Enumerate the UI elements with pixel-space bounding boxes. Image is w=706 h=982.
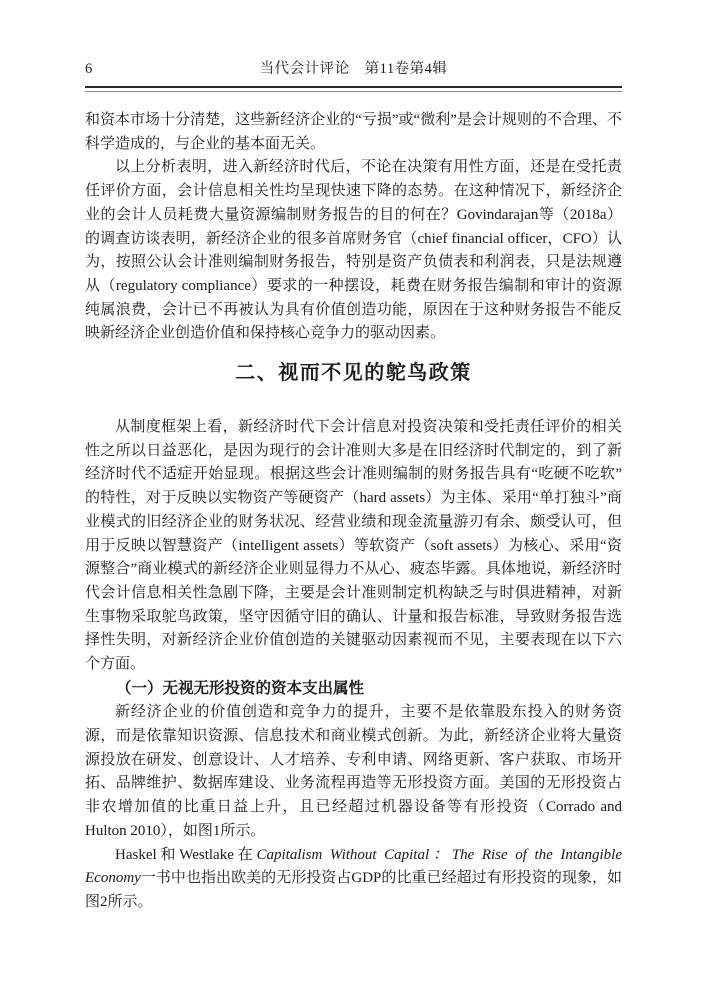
page-header <box>85 58 622 80</box>
paragraph-continuation: 和资本市场十分清楚，这些新经济企业的“亏损”或“微利”是会计规则的不合理、不科学造成的，与企业的基本面无关。 <box>85 112 622 152</box>
journal-header-title: 当代会计评论 第11卷第4辑 <box>259 61 448 77</box>
book-reference-prefix: Haskel和Westlake在 <box>115 846 257 863</box>
book-title: Capitalism Without Capital：The Rise of the Intangible Economy <box>85 846 622 887</box>
paragraph-analysis: 以上分析表明，进入新经济时代后，不论在决策有用性方面，还是在受托责任评价方面，会计信息相关性均呈现快速下降的态势。在这种情况下，新经济企业的会计人员耗费大量资源编制财务报告的目的何在？Govindarajan等（2018a）的调查访谈表明，新经济企业的很多首席财务官（chief financial officer，CFO）认为，按照公认会计准则编制财务报告，特别是资产负债表和利润表，只是法规遵从（regulatory compliance）要求的一种摆设，耗费在财务报告编制和审计的资源纯属浪费，会计已不再被认为具有价值创造功能，原因在于这种财务报告不能反映新经济企业创造价值和保持核心竞争力的驱动因素。 <box>85 159 622 342</box>
page-number: 6 <box>85 61 93 77</box>
paragraph-haskel-intro <box>85 701 622 843</box>
header-double-rule <box>85 86 622 92</box>
page-body <box>85 109 622 915</box>
subsection-heading: （一）无视无形投资的资本支出属性 <box>116 679 365 697</box>
section-heading: 二、视而不见的鸵鸟政策 <box>235 362 472 385</box>
book-reference-suffix: 一书中也指出欧美的无形投资占GDP的比重已经超过有形投资的现象，如图2所示。 <box>85 870 622 910</box>
paragraph-framework: 从制度框架上看，新经济时代下会计信息对投资决策和受托责任评价的相关性之所以日益恶化，是因为现行的会计准则大多是在旧经济时代制定的，到了新经济时代不适症开始显现。根据这些会计准则编制的财务报告具有“吃硬不吃软”的特性，对于反映以实物资产等硬资产（hard assets）为主体、采用“单打独斗”商业模式的旧经济企业的财务状况、经营业绩和现金流量游刃有余、颇受认可，但用于反映以智慧资产（intelligent assets）等软资产（soft assets）为核心、采用“资源整合”商业模式的新经济企业则显得力不从心、疲态毕露。具体地说，新经济时代会计信息相关性急剧下降，主要是会计准则制定机构缺乏与时俱进精神，对新生事物采取鸵鸟政策，坚守因循守旧的确认、计量和报告标准，导致财务报告选择性失明，对新经济企业价值创造的关键驱动因素视而不见，主要表现在以下六个方面。 <box>85 419 622 673</box>
paragraph-intangible-text: 新经济企业的价值创造和竞争力的提升，主要不是依靠股东投入的财务资源，而是依靠知识资源、信息技术和商业模式创新。为此，新经济企业将大量资源投放在研发、创意设计、人才培养、专利申请、网络更新、客户获取、市场开拓、品牌维护、数据库建设、业务流程再造等无形投资方面。美国的无形投资占非农增加值的比重日益上升，且已经超过机器设备等有形投资（Corrado and Hulton 2010），如图1所示。 <box>85 704 622 839</box>
paragraph-book-reference <box>85 844 622 915</box>
